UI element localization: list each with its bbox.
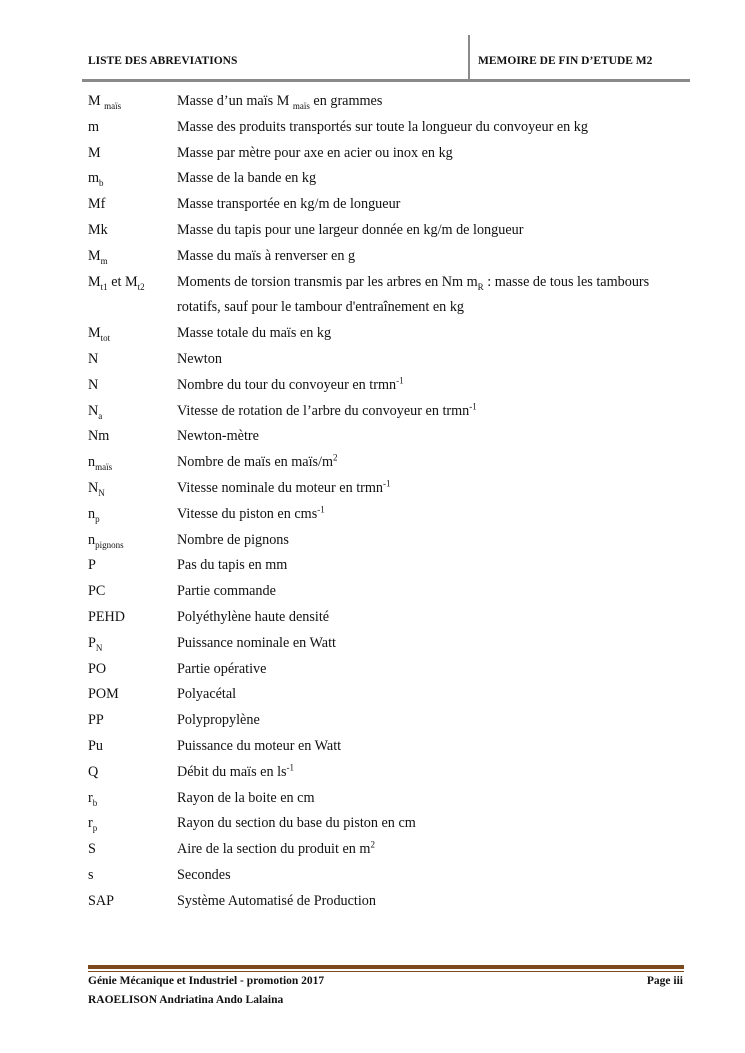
text-segment: Masse par mètre pour axe en acier ou inox en kg xyxy=(177,144,453,161)
definition-line xyxy=(177,579,688,605)
list-item xyxy=(88,347,688,373)
abbreviation xyxy=(88,528,177,554)
abbreviation xyxy=(88,734,177,760)
abbreviation xyxy=(88,399,177,425)
text-segment: N xyxy=(88,479,99,496)
definition-line xyxy=(177,347,688,373)
definition xyxy=(177,786,688,812)
text-segment: Mf xyxy=(88,196,106,213)
definition xyxy=(177,528,688,554)
definition-line xyxy=(177,424,688,450)
text-segment: PEHD xyxy=(88,608,126,625)
abbreviation xyxy=(88,682,177,708)
list-item xyxy=(88,218,688,244)
superscript: 2 xyxy=(333,452,338,463)
text-segment: Nombre de maïs en maïs/m xyxy=(177,454,334,471)
superscript: -1 xyxy=(286,761,295,772)
text-segment: Rayon de la boite en cm xyxy=(177,789,315,806)
subscript: b xyxy=(92,797,98,808)
definition xyxy=(177,166,688,192)
text-segment: SAP xyxy=(88,892,115,909)
abbreviation xyxy=(88,192,177,218)
subscript: t1 xyxy=(100,281,108,292)
text-segment: Masse transportée en kg/m de longueur xyxy=(177,196,401,213)
list-item xyxy=(88,321,688,347)
text-segment: Pas du tapis en mm xyxy=(177,557,288,574)
text-segment: Mk xyxy=(88,221,108,238)
definition-line xyxy=(177,708,688,734)
text-segment: Polyéthylène haute densité xyxy=(177,608,330,625)
text-segment: Masse d’un maïs M xyxy=(177,93,293,109)
definition xyxy=(177,424,688,450)
definition-line xyxy=(177,218,688,244)
abbreviation xyxy=(88,605,177,631)
definition-line xyxy=(177,321,688,347)
abbreviation xyxy=(88,141,177,167)
text-segment: Moments de torsion transmis par les arbres en Nm m xyxy=(177,273,478,290)
definition-line xyxy=(177,760,688,786)
definition xyxy=(177,399,688,425)
definition-line xyxy=(177,399,688,425)
list-item xyxy=(88,708,688,734)
text-segment: S xyxy=(88,841,96,858)
text-segment: s xyxy=(88,866,94,883)
text-segment: Secondes xyxy=(177,866,231,883)
text-segment: PO xyxy=(88,660,107,677)
abbreviation xyxy=(88,115,177,141)
subscript: N xyxy=(95,642,103,653)
text-segment: Newton xyxy=(177,350,222,367)
superscript: -1 xyxy=(469,400,477,411)
abbreviation xyxy=(88,553,177,579)
definition xyxy=(177,760,688,786)
text-segment: Nombre de pignons xyxy=(177,531,289,548)
abbreviation xyxy=(88,89,177,115)
definition xyxy=(177,115,688,141)
text-segment: Masse des produits transportés sur toute la longueur du convoyeur en kg xyxy=(177,118,588,135)
list-item xyxy=(88,631,688,657)
definition-line xyxy=(177,270,688,296)
definition xyxy=(177,502,688,528)
list-item xyxy=(88,115,688,141)
subscript: p xyxy=(95,513,100,524)
text-segment: P xyxy=(88,557,96,574)
abbreviation xyxy=(88,321,177,347)
text-segment: N xyxy=(88,376,99,393)
text-segment: PC xyxy=(88,583,106,600)
text-segment: POM xyxy=(88,686,119,703)
definition-line xyxy=(177,450,688,476)
text-segment: n xyxy=(88,505,96,522)
footer-author: RAOELISON Andriatina Ando Lalaina xyxy=(88,994,284,1006)
subscript: t2 xyxy=(137,281,145,292)
definition xyxy=(177,657,688,683)
list-item xyxy=(88,450,688,476)
abbreviation xyxy=(88,760,177,786)
definition xyxy=(177,553,688,579)
list-item xyxy=(88,657,688,683)
definition-line xyxy=(177,502,688,528)
text-segment: et M xyxy=(107,273,138,290)
definition xyxy=(177,141,688,167)
text-segment: Puissance nominale en Watt xyxy=(177,634,336,651)
definition-line xyxy=(177,528,688,554)
footer-department: Génie Mécanique et Industriel - promotion 2017 xyxy=(88,975,325,987)
definition xyxy=(177,192,688,218)
text-segment: Q xyxy=(88,763,99,780)
definition xyxy=(177,837,688,863)
text-segment: Newton-mètre xyxy=(177,428,259,445)
definition-line xyxy=(177,295,688,321)
definition-line xyxy=(177,115,688,141)
abbreviation xyxy=(88,373,177,399)
list-item xyxy=(88,786,688,812)
list-item xyxy=(88,244,688,270)
list-item xyxy=(88,399,688,425)
definition xyxy=(177,476,688,502)
text-segment: n xyxy=(88,454,96,471)
text-segment: Partie opérative xyxy=(177,660,267,677)
subscript: p xyxy=(92,823,98,834)
page-number: Page iii xyxy=(646,975,683,987)
text-segment: Polyacétal xyxy=(177,686,237,703)
definition-line xyxy=(177,863,688,889)
definition-line xyxy=(177,605,688,631)
definition-line xyxy=(177,682,688,708)
definition-line xyxy=(177,553,688,579)
list-item xyxy=(88,373,688,399)
definition xyxy=(177,347,688,373)
text-segment: Vitesse de rotation de l’arbre du convoyeur en trmn xyxy=(177,402,470,419)
text-segment: Rayon du section du base du piston en cm xyxy=(177,815,416,832)
subscript: a xyxy=(98,410,103,421)
abbreviation xyxy=(88,244,177,270)
list-item xyxy=(88,553,688,579)
abbreviation xyxy=(88,811,177,837)
text-segment: Vitesse du piston en cms xyxy=(177,505,318,522)
footer-rule-thin xyxy=(88,971,684,972)
text-segment: Nombre du tour du convoyeur en trmn xyxy=(177,376,397,393)
subscript: maïs xyxy=(292,100,310,111)
abbreviation xyxy=(88,347,177,373)
text-segment: M xyxy=(88,93,105,109)
abbreviation xyxy=(88,218,177,244)
abbreviation xyxy=(88,889,177,915)
text-segment: rotatifs, sauf pour le tambour d'entraînement en kg xyxy=(177,299,465,316)
definition-line xyxy=(177,141,688,167)
footer-rule xyxy=(88,965,684,969)
text-segment: N xyxy=(88,402,99,419)
text-segment: Vitesse nominale du moteur en trmn xyxy=(177,479,384,496)
text-segment: N xyxy=(88,350,99,367)
text-segment: Partie commande xyxy=(177,583,276,600)
text-segment: m xyxy=(88,170,100,187)
subscript: maïs xyxy=(95,461,113,472)
definition xyxy=(177,811,688,837)
list-item xyxy=(88,476,688,502)
superscript: -1 xyxy=(383,478,391,489)
subscript: m xyxy=(100,255,108,266)
text-segment: M xyxy=(88,325,101,342)
definition-line xyxy=(177,166,688,192)
definition xyxy=(177,579,688,605)
list-item xyxy=(88,424,688,450)
definition xyxy=(177,450,688,476)
definition xyxy=(177,682,688,708)
abbreviation xyxy=(88,476,177,502)
text-segment: Masse du maïs à renverser en g xyxy=(177,247,356,264)
text-segment: Aire de la section du produit en m xyxy=(177,841,371,858)
subscript: maïs xyxy=(104,100,122,111)
definition-line xyxy=(177,476,688,502)
list-item xyxy=(88,605,688,631)
list-item xyxy=(88,760,688,786)
definition-line xyxy=(177,837,688,863)
list-item xyxy=(88,89,688,115)
abbreviation xyxy=(88,708,177,734)
text-segment: : masse de tous les tambours xyxy=(483,273,650,290)
definition xyxy=(177,321,688,347)
text-segment: P xyxy=(88,634,96,651)
list-item xyxy=(88,579,688,605)
abbreviation xyxy=(88,837,177,863)
abbreviation xyxy=(88,270,177,322)
definition-line xyxy=(177,244,688,270)
definition-line xyxy=(177,889,688,915)
abbreviation xyxy=(88,579,177,605)
subscript: tot xyxy=(100,333,111,343)
text-segment: M xyxy=(88,144,101,161)
list-item xyxy=(88,192,688,218)
definition-line xyxy=(177,631,688,657)
superscript: 2 xyxy=(370,839,375,850)
definition xyxy=(177,889,688,915)
subscript: R xyxy=(477,281,484,292)
superscript: -1 xyxy=(396,375,404,386)
abbreviation xyxy=(88,502,177,528)
text-segment: Puissance du moteur en Watt xyxy=(177,737,342,754)
subscript: N xyxy=(98,487,105,498)
text-segment: PP xyxy=(88,712,104,729)
text-segment: Masse totale du maïs en kg xyxy=(177,325,332,342)
definition-line xyxy=(177,373,688,399)
list-item xyxy=(88,863,688,889)
abbreviation xyxy=(88,424,177,450)
text-segment: n xyxy=(88,531,96,548)
abbreviation xyxy=(88,657,177,683)
definition-line xyxy=(177,192,688,218)
list-item xyxy=(88,889,688,915)
list-item xyxy=(88,837,688,863)
text-segment: r xyxy=(88,789,93,806)
text-segment: en grammes xyxy=(309,93,383,109)
text-segment: Débit du maïs en ls xyxy=(177,763,287,780)
text-segment: M xyxy=(88,273,101,290)
header-title: LISTE DES ABREVIATIONS xyxy=(88,55,238,67)
definition xyxy=(177,605,688,631)
text-segment: M xyxy=(88,247,101,264)
list-item xyxy=(88,502,688,528)
abbreviation xyxy=(88,786,177,812)
definition xyxy=(177,270,688,322)
definition xyxy=(177,244,688,270)
text-segment: Polypropylène xyxy=(177,712,260,729)
list-item xyxy=(88,528,688,554)
definition xyxy=(177,218,688,244)
list-item xyxy=(88,811,688,837)
definition xyxy=(177,863,688,889)
abbreviation xyxy=(88,450,177,476)
list-item xyxy=(88,734,688,760)
definition-line xyxy=(177,89,688,115)
list-item xyxy=(88,682,688,708)
definition xyxy=(177,631,688,657)
list-item xyxy=(88,270,688,322)
definition-line xyxy=(177,734,688,760)
abbreviation xyxy=(88,631,177,657)
text-segment: m xyxy=(88,118,100,135)
definition xyxy=(177,708,688,734)
header-rule xyxy=(82,79,690,82)
subscript: b xyxy=(99,178,104,189)
text-segment: Masse du tapis pour une largeur donnée en kg/m de longueur xyxy=(177,221,524,238)
abbreviation-list xyxy=(88,89,688,915)
list-item xyxy=(88,141,688,167)
header-document-type: MEMOIRE DE FIN D’ETUDE M2 xyxy=(478,55,653,67)
subscript: pignons xyxy=(95,539,124,550)
header-divider xyxy=(468,35,470,81)
text-segment: Système Automatisé de Production xyxy=(177,892,376,909)
text-segment: r xyxy=(88,815,93,832)
abbreviation xyxy=(88,863,177,889)
superscript: -1 xyxy=(317,504,325,515)
definition-line xyxy=(177,811,688,837)
definition-line xyxy=(177,657,688,683)
definition-line xyxy=(177,786,688,812)
list-item xyxy=(88,166,688,192)
text-segment: Pu xyxy=(88,737,103,754)
text-segment: Masse de la bande en kg xyxy=(177,170,317,187)
definition xyxy=(177,89,688,115)
abbreviation xyxy=(88,166,177,192)
definition xyxy=(177,373,688,399)
definition xyxy=(177,734,688,760)
text-segment: Nm xyxy=(88,428,110,445)
